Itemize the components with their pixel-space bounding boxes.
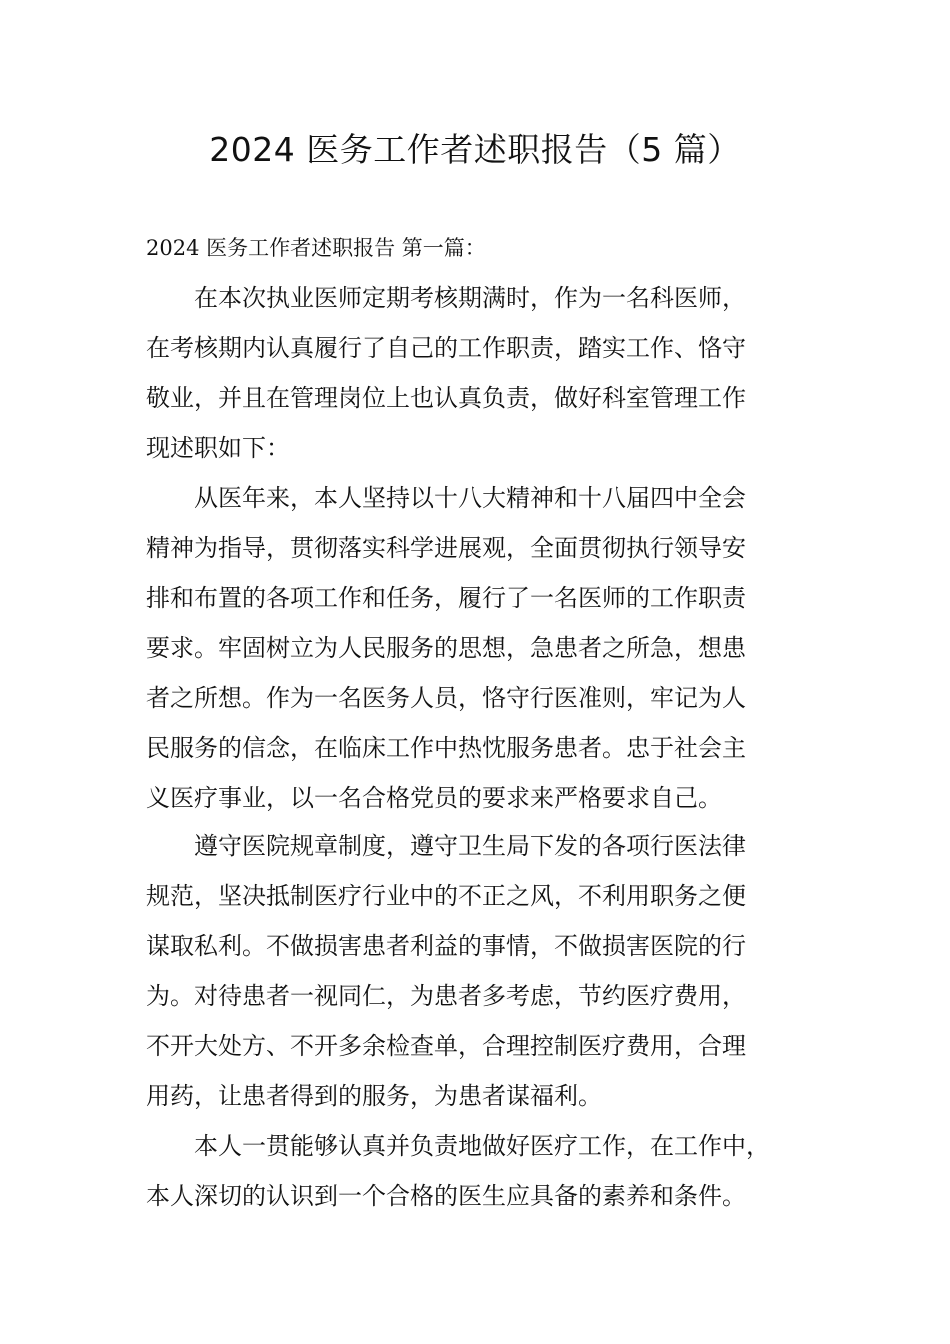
paragraph-line: 要求。牢固树立为人民服务的思想，急患者之所急，想患 xyxy=(146,634,746,662)
paragraph-line: 者之所想。作为一名医务人员，恪守行医准则，牢记为人 xyxy=(146,684,746,712)
paragraph-line: 在考核期内认真履行了自己的工作职责，踏实工作、恪守 xyxy=(146,334,746,362)
section-heading: 2024 医务工作者述职报告 第一篇： xyxy=(146,236,486,260)
paragraph-line: 从医年来，本人坚持以十八大精神和十八届四中全会 xyxy=(146,484,746,512)
paragraph-line: 精神为指导，贯彻落实科学进展观，全面贯彻执行领导安 xyxy=(146,534,746,562)
document-title: 2024 医务工作者述职报告（5 篇） xyxy=(209,130,741,169)
paragraph-line: 不开大处方、不开多余检查单，合理控制医疗费用，合理 xyxy=(146,1032,746,1060)
paragraph-line: 现述职如下： xyxy=(146,434,290,462)
paragraph-line: 规范，坚决抵制医疗行业中的不正之风，不利用职务之便 xyxy=(146,882,746,910)
paragraph-line: 遵守医院规章制度，遵守卫生局下发的各项行医法律 xyxy=(146,832,746,860)
paragraph-line: 敬业，并且在管理岗位上也认真负责，做好科室管理工作 xyxy=(146,384,746,412)
paragraph-line: 本人一贯能够认真并负责地做好医疗工作，在工作中， xyxy=(146,1132,770,1160)
paragraph-line: 谋取私利。不做损害患者利益的事情，不做损害医院的行 xyxy=(146,932,746,960)
paragraph-line: 用药，让患者得到的服务，为患者谋福利。 xyxy=(146,1082,602,1110)
paragraph-line: 为。对待患者一视同仁，为患者多考虑，节约医疗费用， xyxy=(146,982,746,1010)
paragraph-line: 义医疗事业，以一名合格党员的要求来严格要求自己。 xyxy=(146,784,722,812)
paragraph-line: 在本次执业医师定期考核期满时，作为一名科医师， xyxy=(146,284,746,312)
paragraph-line: 排和布置的各项工作和任务，履行了一名医师的工作职责 xyxy=(146,584,746,612)
paragraph-line: 民服务的信念，在临床工作中热忱服务患者。忠于社会主 xyxy=(146,734,746,762)
paragraph-line: 本人深切的认识到一个合格的医生应具备的素养和条件。 xyxy=(146,1182,746,1210)
